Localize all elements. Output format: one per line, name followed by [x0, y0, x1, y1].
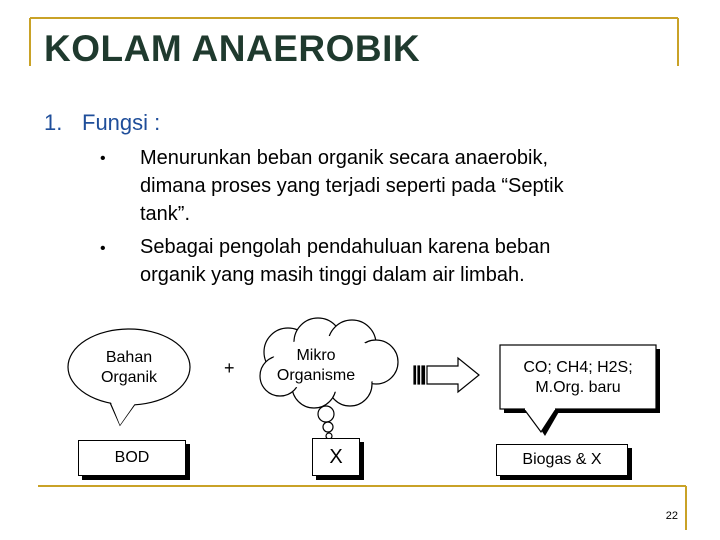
- callout-products: [500, 358, 656, 398]
- section-heading: Fungsi :: [82, 110, 161, 135]
- box-x: X: [312, 438, 360, 476]
- box-biogas: Biogas & X: [496, 444, 628, 476]
- bullet-marker: •: [100, 150, 106, 167]
- arrow-right-icon: [414, 358, 479, 392]
- cloud-line: Organisme: [276, 367, 356, 384]
- slide-title: KOLAM ANAEROBIK: [44, 28, 421, 69]
- callout-line: M.Org. baru: [535, 379, 621, 396]
- cloud-mikro-organisme: [266, 346, 366, 386]
- list-number: 1.: [44, 110, 63, 135]
- callout-line: Bahan: [105, 349, 153, 366]
- bullet-line: organik yang masih tinggi dalam air limbah.: [140, 264, 525, 286]
- callout-line: CO; CH4; H2S;: [523, 359, 633, 376]
- bullet-line: Sebagai pengolah pendahuluan karena beban: [140, 236, 551, 258]
- bullet-line: tank”.: [140, 203, 191, 225]
- cloud-line: Mikro: [296, 347, 336, 364]
- callout-bahan-organik: [84, 348, 174, 388]
- box-bod: BOD: [78, 440, 186, 476]
- bullet-line: Menurunkan beban organik secara anaerobik,: [140, 147, 549, 169]
- bullet-line: dimana proses yang terjadi seperti pada “Septik: [140, 175, 564, 197]
- page-number: 22: [665, 510, 678, 522]
- callout-line: Organik: [100, 369, 158, 386]
- plus-sign: +: [224, 358, 235, 378]
- bullet-marker: •: [100, 240, 106, 257]
